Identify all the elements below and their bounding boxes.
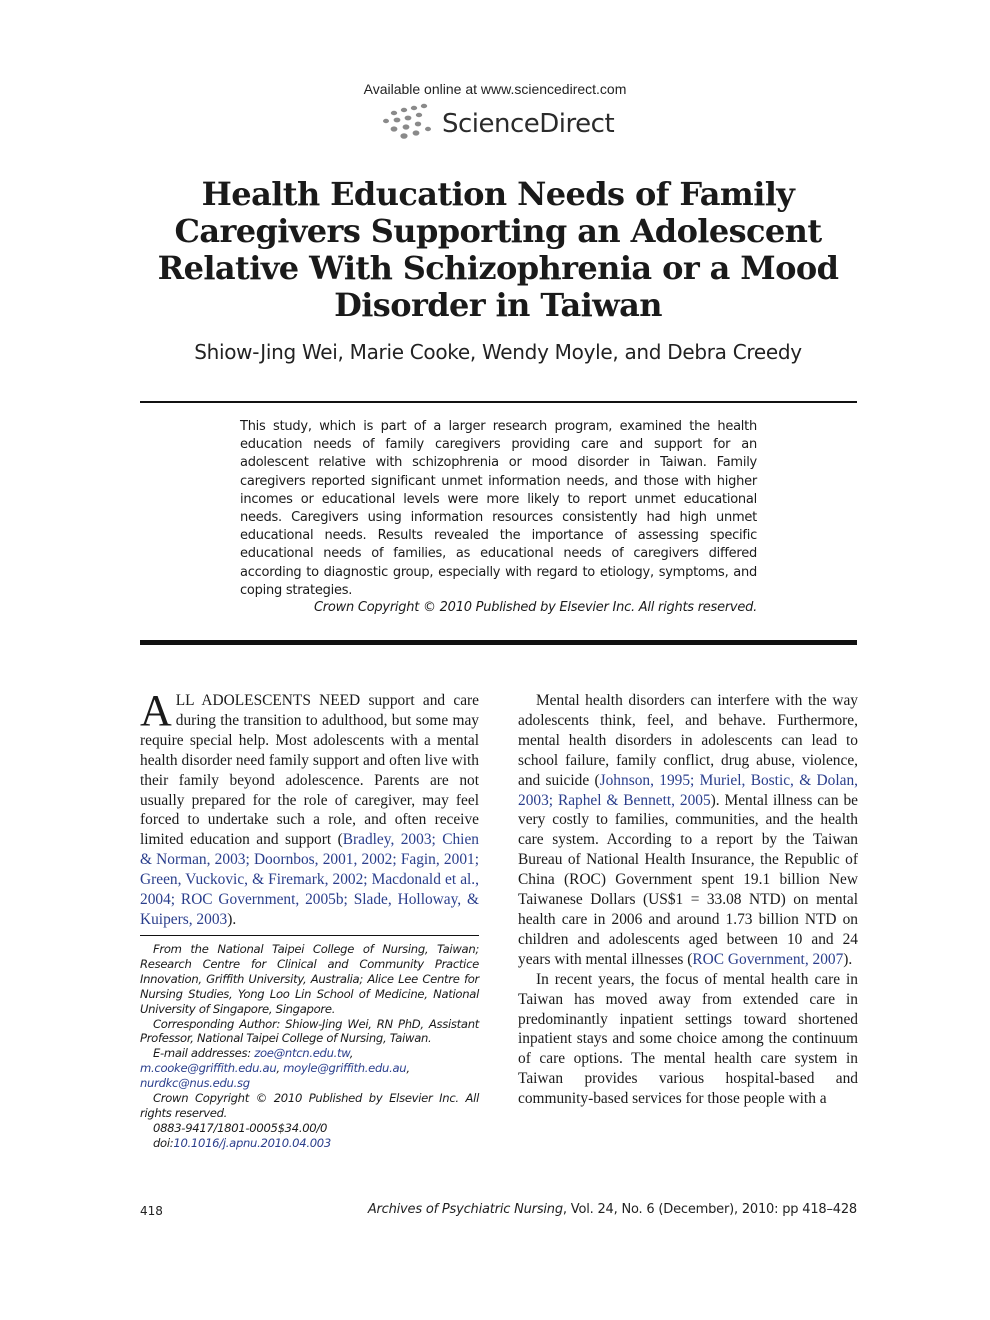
body-column-right — [518, 691, 858, 1109]
abstract-top-rule — [140, 401, 857, 403]
citation-link[interactable]: ROC Government, 2007 — [692, 950, 844, 968]
sciencedirect-dots-icon — [382, 103, 440, 141]
body-paragraph-3: In recent years, the focus of mental health care in Taiwan has moved away from extended care in predominantly inpatient settings toward shortened inpatient stays and some choice among the continuum of care options. The mental health care system in Taiwan provides various hospital-based and community-based services for those people with a — [518, 970, 858, 1108]
page-number: 418 — [140, 1204, 163, 1218]
footnote-corresponding-author: Corresponding Author: Shiow-Jing Wei, RN PhD, Assistant Professor, National Taipei College of Nursing, Taiwan. — [140, 1016, 479, 1046]
abstract-copyright: Crown Copyright © 2010 Published by Elsevier Inc. All rights reserved. — [313, 600, 757, 615]
citation-link[interactable]: Johnson, 1995; Muriel, Bostic, & Dolan, 2003; Raphel & Bennett, 2005 — [518, 771, 859, 809]
article-title: Health Education Needs of Family Caregivers Supporting an Adolescent Relative With Schizophrenia or a Mood Disorder in Taiwan — [157, 175, 839, 324]
paragraph-text: ). Mental illness can be very costly to families, communities, and the health care system. According to a report by the Taiwan Bureau of National Health Insurance, the Republic of China (ROC) Government spent 19.1 billion New Taiwanese Dollars (US$1 = 33.08 NTD) on mental health care in 2006 and around 1.73 billion NTD on children and adolescents aged between 10 and 24 years with mental illnesses ( — [518, 791, 858, 968]
article-authors: Shiow-Jing Wei, Marie Cooke, Wendy Moyle, and Debra Creedy — [194, 340, 802, 364]
email-link-2[interactable]: m.cooke@griffith.edu.au — [140, 1061, 277, 1076]
abstract-bottom-rule — [140, 640, 857, 645]
abstract-text: This study, which is part of a larger research program, examined the health education needs of family caregivers providing care and support for an adolescent relative with schizophrenia or mood disorder in Taiwan. Family caregivers reported significant unmet information needs, and those with higher incomes or educational levels were more likely to report unmet educational needs. Caregivers using information resources consistently had high unmet educational needs. Results revealed the importance of assessing specific educational needs of families, as educational needs of caregivers differed according to diagnostic group, especially with regard to etiology, symptoms, and coping strategies. — [240, 419, 757, 598]
footnote-emails: E-mail addresses: zoe@ntcn.edu.tw, m.cooke@griffith.edu.au, moyle@griffith.edu.au, nurdkc@nus.edu.sg — [140, 1046, 410, 1091]
dropcap-letter: A — [140, 686, 172, 735]
email-link-3[interactable]: moyle@griffith.edu.au — [283, 1061, 407, 1076]
email-label: E-mail addresses: — [153, 1046, 255, 1061]
paragraph-text: ). — [227, 910, 237, 928]
email-link-4[interactable]: nurdkc@nus.edu.sg — [140, 1076, 250, 1091]
available-online-note: Available online at www.sciencedirect.com — [363, 81, 627, 97]
journal-details: , Vol. 24, No. 6 (December), 2010: pp 418–428 — [562, 1202, 857, 1217]
paragraph-text: Mental health disorders can interfere with the way adolescents think, feel, and behave. Furthermore, mental health disorders in adolescents can lead to school failure, family conflict, drug abuse, violence, and suicide ( — [518, 692, 858, 789]
journal-name: Archives of Psychiatric Nursing — [367, 1202, 563, 1217]
body-paragraph-1 — [140, 686, 479, 930]
footnote-issn: 0883-9417/1801-0005$34.00/0 — [153, 1120, 328, 1135]
paragraph-text: ). — [843, 950, 853, 968]
footnote-rule — [140, 935, 479, 936]
email-link-1[interactable]: zoe@ntcn.edu.tw — [254, 1046, 350, 1061]
footnote-affiliation: From the National Taipei College of Nursing, Taiwan; Research Centre for Clinical and Community Practice Innovation, Griffith University, Australia; Alice Lee Centre for Nursing Studies, Yong Loo Lin School of Medicine, National University of Singapore, Singapore. — [140, 942, 479, 1016]
footnote-copyright: Crown Copyright © 2010 Published by Elsevier Inc. All rights reserved. — [140, 1091, 479, 1120]
citation-link[interactable]: Bradley, 2003; Chien & Norman, 2003; Doornbos, 2001, 2002; Fagin, 2001; Green, Vuckovic, & Firemark, 2002; Macdonald et al., 2004; ROC Government, 2005b; Slade, Holloway, & Kuipers, 2003 — [140, 831, 479, 928]
body-paragraph-2 — [518, 691, 858, 970]
sciencedirect-logo[interactable] — [382, 103, 622, 143]
paragraph-lead-in: LL ADOLESCENTS NEED — [175, 692, 361, 709]
footnote-doi — [140, 1136, 479, 1151]
journal-citation — [368, 1202, 857, 1217]
paragraph-text: support and care during the transition to adulthood, but some may require special help. Most adolescents with a mental health disorder need family support and often live with their family beyond adolescence. Parents are not usually prepared for the role of caregiver, may feel forced to undertake such a role, and often receive limited education and support ( — [140, 692, 479, 849]
doi-label: doi: — [153, 1135, 174, 1150]
body-column-left — [140, 686, 479, 930]
footnote-block — [140, 942, 479, 1151]
doi-link[interactable]: 10.1016/j.apnu.2010.04.003 — [173, 1135, 331, 1150]
sciencedirect-wordmark: ScienceDirect — [442, 109, 615, 139]
